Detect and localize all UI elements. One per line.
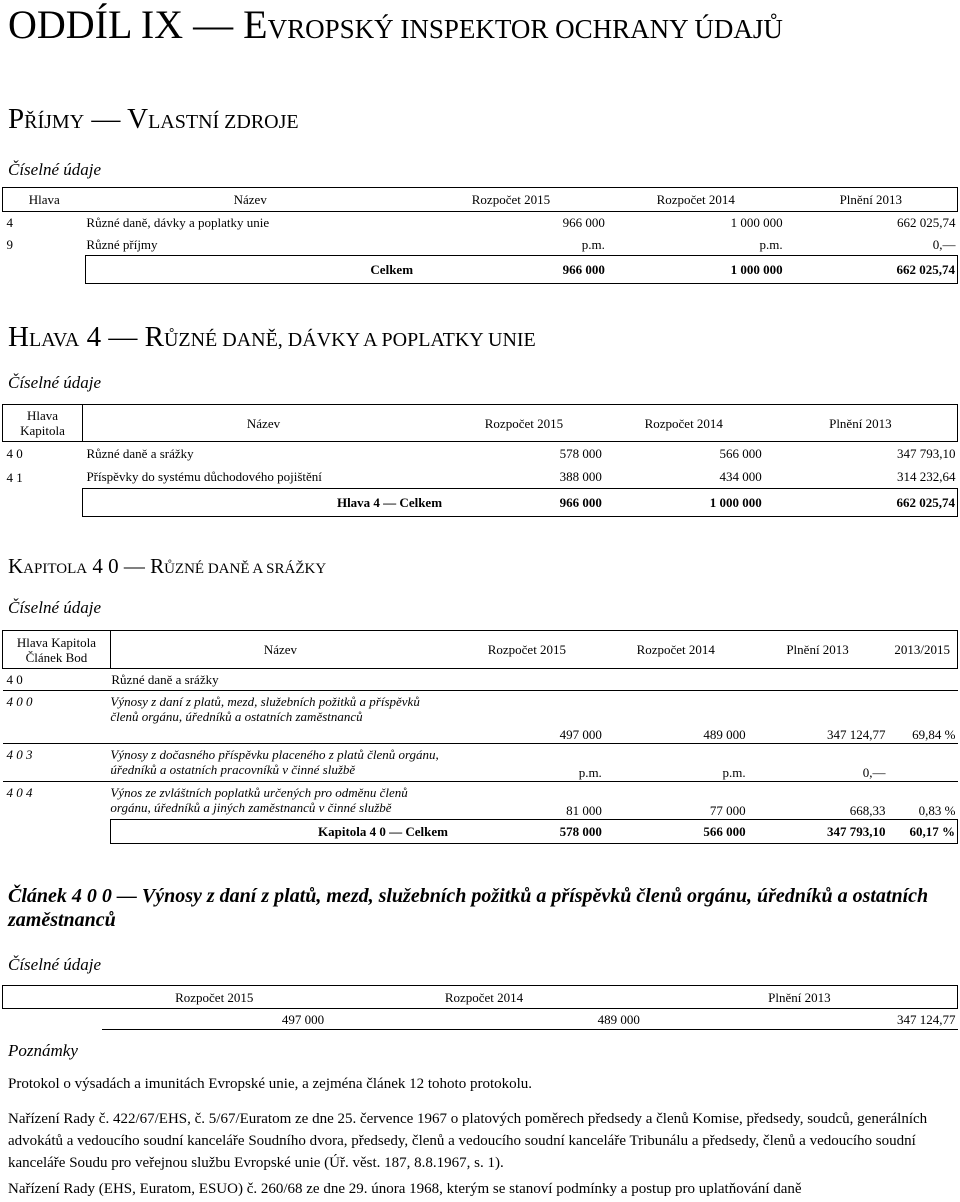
numeric-data-label: Číselné údaje <box>8 373 102 392</box>
col-header: 2013/2015 <box>887 631 957 669</box>
table-group-row: 4 0 Různé daně a srážky <box>3 669 958 691</box>
table-row: 4 0 4 Výnos ze zvláštních poplatků určených pro odměnu členů orgánu, úředníků a jiných zaměstnanců v činné službě 81 000 77 000 668,33 0,83 % <box>3 782 958 820</box>
table-row: 4 0 Různé daně a srážky 578 000 566 000 347 793,10 <box>6 446 956 462</box>
revenue-heading: PŘÍJMY — VLASTNÍ ZDROJE <box>8 103 299 135</box>
notes-paragraph: Nařízení Rady (EHS, Euratom, ESUO) č. 260/68 ze dne 29. února 1968, kterým se stanoví podmínky a postup pro uplatňování daně <box>8 1181 802 1197</box>
col-header: Plnění 2013 <box>764 405 958 442</box>
notes-paragraph: Nařízení Rady č. 422/67/EHS, č. 5/67/Euratom ze dne 25. července 1967 o platových poměrech předsedy a členů Komise, předsedy, soudců, generálních advokátů a vedoucího soudní kanceláře Soudního dvora, předsedy, členů a vedoucího soudní kanceláře Tribunálu a předsedy, členů a vedoucího soudní kanceláře Soudu pro veřejnou službu Evropské unie (Úř. věst. 187, 8.8.1967, s. 1). <box>8 1111 928 1171</box>
numeric-data-label: Číselné údaje <box>8 955 102 974</box>
col-header: Rozpočet 2015 <box>102 986 326 1009</box>
table-row: 4 1 Příspěvky do systému důchodového pojištění 388 000 434 000 314 232,64 <box>6 469 956 485</box>
col-header: Plnění 2013 <box>748 631 888 669</box>
col-header: Rozpočet 2014 <box>326 986 642 1009</box>
col-header: Rozpočet 2014 <box>604 405 764 442</box>
col-header: Hlava Kapitola <box>3 405 83 442</box>
table-total-row: Hlava 4 — Celkem 966 000 1 000 000 662 025,74 <box>3 489 958 517</box>
notes-paragraph: Protokol o výsadách a imunitách Evropské unie, a zejména článek 12 tohoto protokolu. <box>8 1076 533 1092</box>
table-total-row: Celkem 966 000 1 000 000 662 025,74 <box>3 256 958 284</box>
table-total-row: Kapitola 4 0 — Celkem 578 000 566 000 347 793,10 60,17 % <box>3 820 958 844</box>
title-4-table <box>2 404 958 517</box>
title-4-heading: HLAVA 4 — RŮZNÉ DANĚ, DÁVKY A POPLATKY UNIE <box>8 321 536 353</box>
table-header-row <box>3 405 958 442</box>
col-header: Hlava Kapitola Článek Bod <box>3 631 111 669</box>
article-400-table <box>2 985 958 1030</box>
numeric-data-label: Číselné údaje <box>8 598 102 617</box>
notes-label: Poznámky <box>8 1041 78 1060</box>
col-header: Rozpočet 2015 <box>450 631 604 669</box>
table-header-row <box>3 986 958 1009</box>
section-title: ODDÍL IX — EVROPSKÝ INSPEKTOR OCHRANY ÚDAJŮ <box>8 2 783 47</box>
col-header: Plnění 2013 <box>642 986 958 1009</box>
col-header: Název <box>85 188 415 212</box>
chapter-40-table <box>2 630 958 844</box>
col-header: Rozpočet 2015 <box>415 188 607 212</box>
col-header: Rozpočet 2014 <box>604 631 748 669</box>
table-row: 4 0 3 Výnosy z dočasného příspěvku placeného z platů členů orgánu, úředníků a ostatních pracovníků v činné službě p.m. p.m. 0,— <box>3 744 958 782</box>
table-row: 9 Různé příjmy p.m. p.m. 0,— <box>6 236 956 252</box>
col-header: Hlava <box>3 188 86 212</box>
col-header: Rozpočet 2014 <box>607 188 785 212</box>
table-header-row <box>3 188 958 212</box>
table-row: 4 Různé daně, dávky a poplatky unie 966 000 1 000 000 662 025,74 <box>6 215 956 231</box>
col-header: Název <box>82 405 444 442</box>
chapter-40-heading: KAPITOLA 4 0 — RŮZNÉ DANĚ A SRÁŽKY <box>8 554 327 578</box>
article-400-heading: Článek 4 0 0 — Výnosy z daní z platů, mezd, služebních požitků a příspěvků členů orgánu, úředníků a ostatních zaměstnanců <box>8 885 929 931</box>
table-row: 497 000 489 000 347 124,77 <box>3 1009 958 1030</box>
table-header-row <box>3 631 958 669</box>
col-header: Rozpočet 2015 <box>444 405 604 442</box>
col-header: Název <box>110 631 450 669</box>
col-header: Plnění 2013 <box>785 188 958 212</box>
revenue-table <box>2 187 958 284</box>
numeric-data-label: Číselné údaje <box>8 160 102 179</box>
table-row: 4 0 0 Výnosy z daní z platů, mezd, služebních požitků a příspěvků členů orgánu, úředníků a ostatních zaměstnanců 497 000 489 000 347 124,77 69,84 % <box>6 694 956 742</box>
